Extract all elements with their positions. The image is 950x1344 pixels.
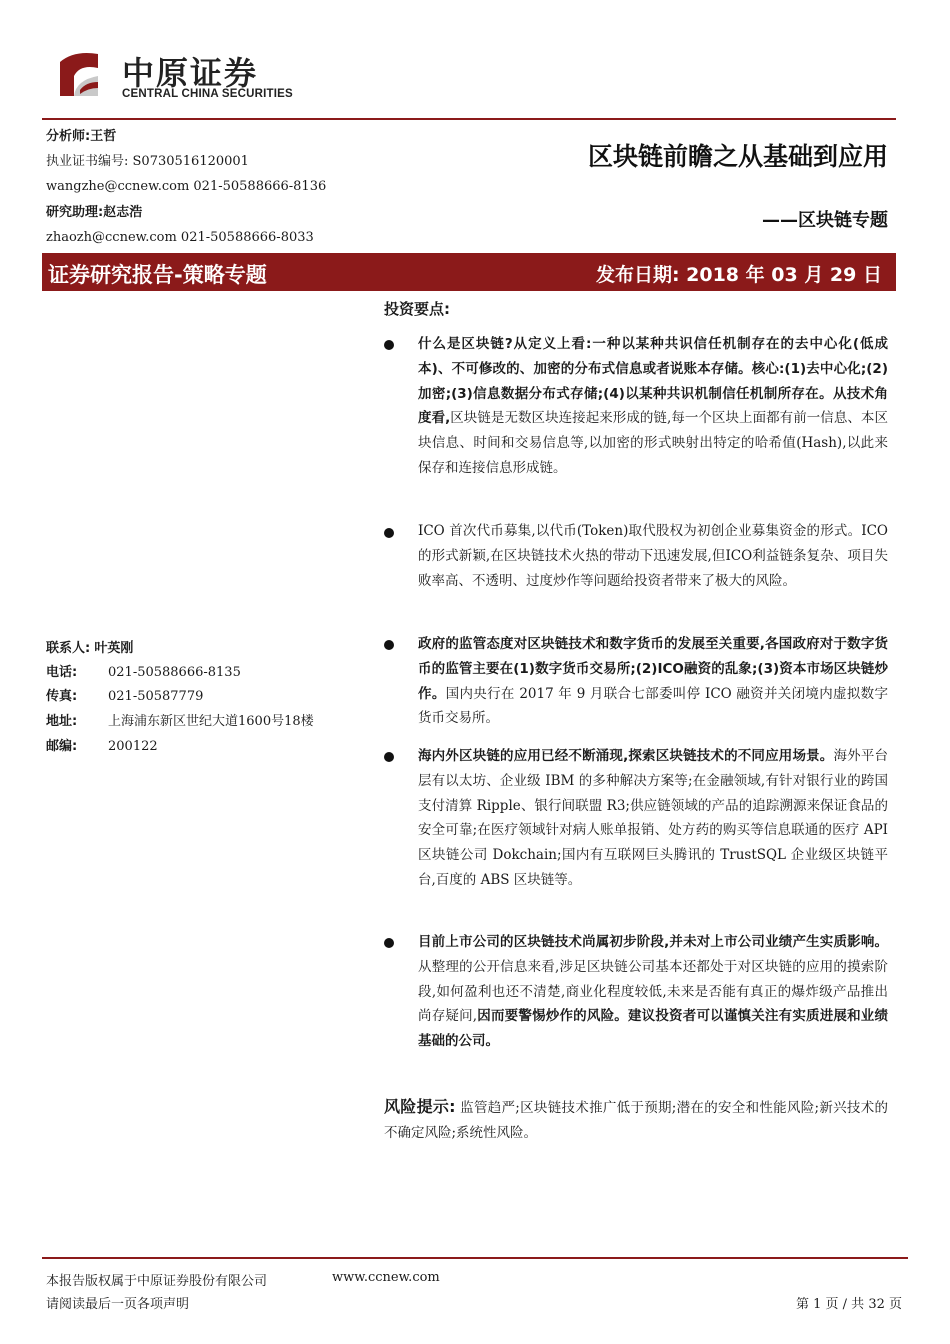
report-title: 区块链前瞻之从基础到应用 xyxy=(587,142,888,171)
key-point-5: 目前上市公司的区块链技术尚属初步阶段,并未对上市公司业绩产生实质影响。从整理的公开信息来看,涉足区块链公司基本还都处于对区块链的应用的摸索阶段,如何盈利也还不清楚,商业化程度较低,未来是否能有真正的爆炸级产品推出尚存疑问,因而要警惕炒作的风险。建议投资者可以谨慎关注有实质进展和业绩基础的公司。 xyxy=(418,934,889,1050)
footer-notice: 请阅读最后一页各项声明 xyxy=(46,1297,190,1312)
assistant-contact: zhaozh@ccnew.com 021-50588666-8033 xyxy=(46,230,314,245)
analyst-name-line: 分析师:王哲 xyxy=(46,129,117,144)
bullet-icon xyxy=(384,340,394,350)
risk-warning: 风险提示: 监管趋严;区块链技术推广低于预期;潜在的安全和性能风险;新兴技术的不确定风险;系统性风险。 xyxy=(384,1097,889,1141)
bullet-icon xyxy=(384,938,394,948)
page-number: 第 1 页 / 共 32 页 xyxy=(796,1297,902,1312)
logo-chinese-name: 中原证券 xyxy=(122,54,259,92)
bullet-icon xyxy=(384,640,394,650)
footer-website[interactable]: www.ccnew.com xyxy=(332,1270,440,1285)
report-subtitle: ——区块链专题 xyxy=(762,210,888,231)
footer-divider xyxy=(42,1257,908,1259)
contact-postcode: 邮编: 200122 xyxy=(46,739,158,754)
logo-english-name: CENTRAL CHINA SECURITIES xyxy=(122,88,293,100)
bullet-icon xyxy=(384,528,394,538)
contact-person: 联系人: 叶英刚 xyxy=(46,641,134,656)
contact-fax: 传真: 021-50587779 xyxy=(46,689,204,704)
publish-date: 发布日期: 2018 年 03 月 29 日 xyxy=(595,264,882,286)
assistant-name-line: 研究助理:赵志浩 xyxy=(46,205,143,220)
footer-copyright: 本报告版权属于中原证券股份有限公司 xyxy=(46,1274,268,1289)
contact-phone: 电话: 021-50588666-8135 xyxy=(46,665,241,680)
analyst-cert: 执业证书编号: S0730516120001 xyxy=(46,154,249,169)
key-point-3: 政府的监管态度对区块链技术和数字货币的发展至关重要,各国政府对于数字货币的监管主要在(1)数字货币交易所;(2)ICO融资的乱象;(3)资本市场区块链炒作。国内央行在 2017 年 9 月联合七部委叫停 ICO 融资并关闭境内虚拟数字货币交易所。 xyxy=(418,636,888,727)
report-type: 证券研究报告-策略专题 xyxy=(48,263,267,287)
key-point-4: 海内外区块链的应用已经不断涌现,探索区块链技术的不同应用场景。海外平台层有以太坊、企业级 IBM 的多种解决方案等;在金融领域,有针对银行业的跨国支付清算 Ripple、银行间联盟 R3;供应链领域的产品的追踪溯源来保证食品的安全可靠;在医疗领域针对病人账单报销、处方药的购买等信息联通的医疗 API 区块链公司 Dokchain;国内有互联网巨头腾讯的 TrustSQL 企业级区块链平台,百度的 ABS 区块链等。 xyxy=(418,748,889,888)
report-type-banner xyxy=(42,253,896,291)
section-title: 投资要点: xyxy=(384,300,450,318)
header-divider xyxy=(42,118,896,120)
company-logo-icon xyxy=(50,46,108,104)
key-point-2: ICO 首次代币募集,以代币(Token)取代股权为初创企业募集资金的形式。ICO的形式新颖,在区块链技术火热的带动下迅速发展,但ICO利益链条复杂、项目失败率高、不透明、过度炒作等问题给投资者带来了极大的风险。 xyxy=(418,523,888,589)
key-point-1: 什么是区块链?从定义上看:一种以某种共识信任机制存在的去中心化(低成本)、不可修改的、加密的分布式信息或者说账本存储。核心:(1)去中心化;(2)加密;(3)信息数据分布式存储;(4)以某种共识机制信任机制所存在。从技术角度看,区块链是无数区块连接起来形成的链,每一个区块上面都有前一信息、本区块信息、时间和交易信息等,以加密的形式映射出特定的哈希值(Hash),以此来保存和连接信息形成链。 xyxy=(418,336,888,476)
analyst-contact: wangzhe@ccnew.com 021-50588666-8136 xyxy=(46,179,327,194)
bullet-icon xyxy=(384,752,394,762)
contact-address: 地址: 上海浦东新区世纪大道1600号18楼 xyxy=(46,714,314,729)
